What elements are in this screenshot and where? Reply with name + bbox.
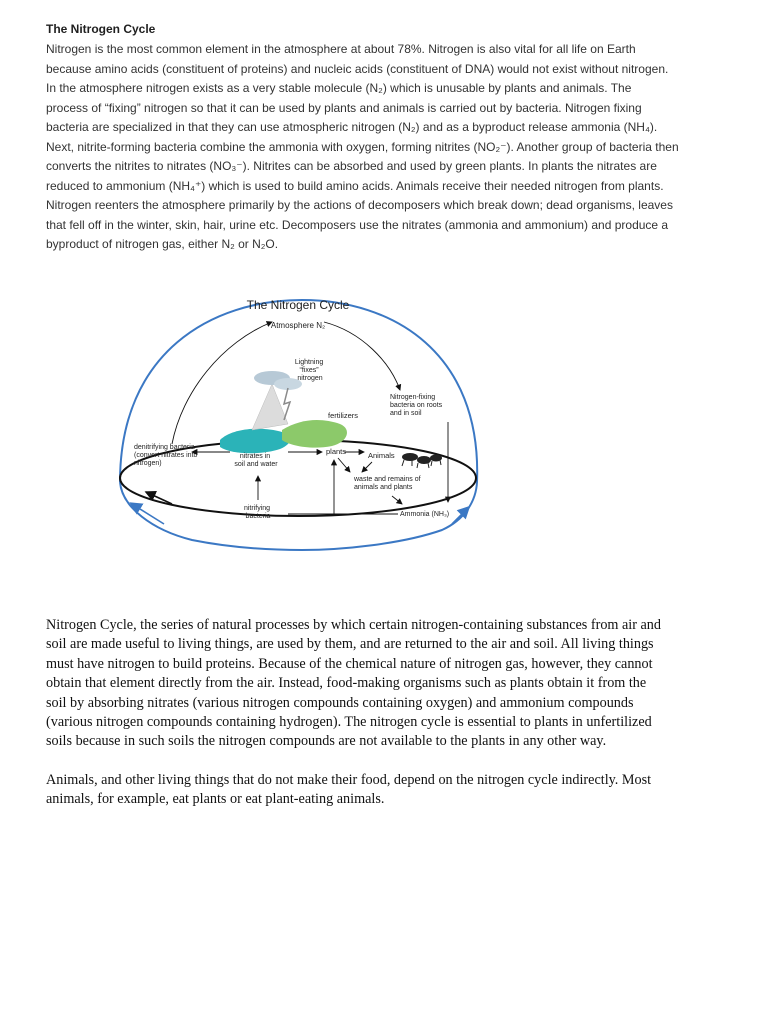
intro-line: Nitrogen is the most common element in the atmosphere at about 78%. Nitrogen is also vital for all life on Earth bbox=[46, 42, 636, 56]
waste-label: animals and plants bbox=[354, 484, 413, 491]
para2-line: Animals, and other living things that do not make their food, depend on the nitrogen cycle indirectly. Most bbox=[46, 772, 652, 788]
arrow-plants-waste bbox=[338, 458, 350, 472]
denitrifying-label: (convert nitrates into bbox=[134, 452, 198, 459]
document-title: The Nitrogen Cycle bbox=[46, 22, 156, 36]
svg-text:nitrates in soil and wat bbox=[234, 453, 278, 468]
intro-line: byproduct of nitrogen gas, either N₂ or N₂O. bbox=[46, 237, 279, 251]
intro-line: bacteria are specialized in that they can use atmospheric nitrogen (N₂) and as a byproduct release ammonia (NH₄). bbox=[46, 120, 658, 134]
intro-line: Next, nitrite-forming bacteria combine the ammonia with oxygen, forming nitrites (NO₂⁻). Another group of bacteria then bbox=[46, 139, 679, 154]
ammonia-label: Ammonia (NH₃) bbox=[400, 511, 450, 518]
body-paragraph-2 bbox=[46, 771, 736, 810]
intro-line: that fell off in the winter, skin, hair, urine etc. Decomposers use the nitrates (ammonia and ammonium) and produce a bbox=[46, 217, 669, 232]
svg-text:Nitrogen-fixing bacteria bbox=[390, 394, 444, 417]
para1-line: soil are made useful to living things, are used by them, and are returned to the air and soil. All living things bbox=[46, 636, 654, 653]
arrow-atmos-to-fixing bbox=[324, 322, 400, 390]
intro-line: process of “fixing” nitrogen so that it can be used by plants and animals is carried out by bacteria. Nitrogen fixing bbox=[46, 100, 642, 115]
lightning-bolt bbox=[284, 388, 290, 420]
lightning-label: Lightning bbox=[294, 359, 324, 366]
intro-line: converts the nitrites to nitrates (NO₃⁻). Nitrites can be absorbed and used by green plants. In plants the nitrates are bbox=[46, 159, 657, 173]
intro-line: because amino acids (constituent of proteins) and nucleic acids (constituent of DNA) would not exist without nitrogen. bbox=[46, 61, 669, 76]
intro-paragraph bbox=[46, 40, 736, 255]
denitrifying-label: denitrifying bacteria bbox=[134, 444, 195, 451]
plants-label: plants bbox=[326, 447, 347, 456]
svg-text:nitrifying bacteria bbox=[244, 505, 272, 520]
body-paragraph-1 bbox=[46, 616, 736, 752]
lightning-label: nitrogen bbox=[297, 375, 323, 382]
lightning-label: “fixes” bbox=[299, 367, 319, 374]
para1-line: (various nitrogen compounds containing hydrogen). The nitrogen cycle is essential to plants in unfertilized bbox=[46, 714, 652, 731]
intro-line: Nitrogen reenters the atmosphere primarily by the actions of decomposers which break down; dead organisms, leaves bbox=[46, 198, 673, 212]
nitrogen-cycle-diagram bbox=[112, 292, 482, 582]
denitrifying-label: nitrogen) bbox=[134, 460, 162, 467]
nitrates-label: soil and water bbox=[234, 461, 278, 468]
arrow-waste-to-ammonia bbox=[392, 496, 402, 504]
para1-line: must have nitrogen to build proteins. Because of the chemical nature of nitrogen gas, however, they cannot bbox=[46, 655, 653, 672]
nitrogen-fixing-label: bacteria on roots bbox=[390, 402, 443, 409]
svg-text:Lightning “fixes” bbox=[295, 359, 325, 382]
para1-line: Nitrogen Cycle, the series of natural processes by which certain nitrogen-containing substances from air and bbox=[46, 617, 661, 633]
nitrifying-label: bacteria bbox=[245, 513, 271, 520]
para2-line: animals, for example, eat plants or eat plant-eating animals. bbox=[46, 791, 385, 808]
land-body bbox=[282, 420, 347, 448]
intro-line: In the atmosphere nitrogen exists as a very stable molecule (N₂) which is unusable by plants and animals. The bbox=[46, 81, 632, 95]
nitrogen-fixing-label: Nitrogen-fixing bbox=[390, 394, 436, 401]
dome-arrow-right bbox=[452, 508, 468, 524]
para1-line: soil by absorbing nitrates (various nitrogen compounds containing oxygen) and ammonium compounds bbox=[46, 694, 634, 711]
fertilizers-label: fertilizers bbox=[328, 411, 359, 420]
atmosphere-label: Atmosphere N₂ bbox=[270, 321, 326, 330]
arrow-animals-waste bbox=[362, 462, 372, 472]
mountain bbox=[252, 384, 288, 430]
nitrogen-fixing-label: and in soil bbox=[390, 410, 422, 417]
nitrifying-label: nitrifying bbox=[243, 505, 271, 512]
animals-label: Animals bbox=[368, 451, 395, 460]
animals-icon bbox=[402, 453, 442, 468]
para1-line: obtain that element directly from the air. Instead, food-making organisms such as plants obtain it from the bbox=[46, 675, 647, 692]
para1-line: soils because in such soils the nitrogen compounds are not available to the plants in any other way. bbox=[46, 733, 607, 750]
diagram-title: The Nitrogen Cycle bbox=[246, 298, 350, 312]
svg-text:waste and remains of ani bbox=[353, 476, 423, 491]
svg-text:denitrifying bacteria (c bbox=[134, 444, 199, 467]
water-body bbox=[220, 429, 290, 454]
intro-line: reduced to ammonium (NH₄⁺) which is used to build amino acids. Animals receive their needed nitrogen from plants. bbox=[46, 178, 664, 193]
nitrates-label: nitrates in bbox=[239, 453, 271, 460]
waste-label: waste and remains of bbox=[354, 476, 421, 483]
